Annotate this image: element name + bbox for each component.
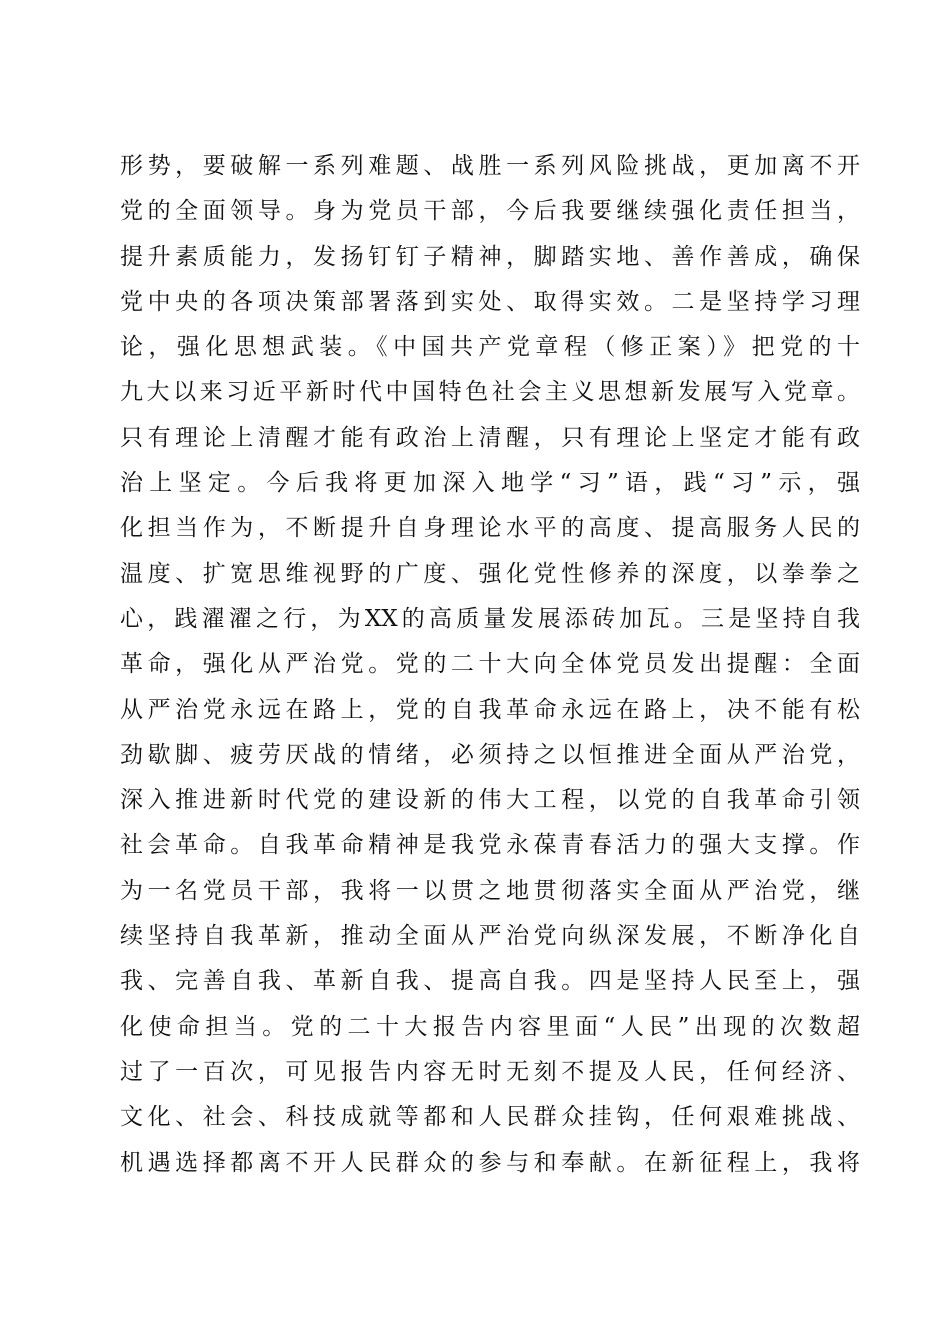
text-line: 过了一百次，可见报告内容无时无刻不提及人民，任何经济、 <box>120 1058 860 1085</box>
text-line: 深入推进新时代党的建设新的伟大工程，以党的自我革命引领 <box>120 787 860 814</box>
text-line: 从严治党永远在路上，党的自我革命永远在路上，决不能有松 <box>120 696 860 723</box>
text-line: 温度、扩宽思维视野的广度、强化党性修养的深度，以拳拳之 <box>120 560 860 587</box>
text-line: 九大以来习近平新时代中国特色社会主义思想新发展写入党章。 <box>120 379 860 406</box>
body-text <box>120 144 860 1186</box>
text-line: 机遇选择都离不开人民群众的参与和奉献。在新征程上，我将 <box>120 1149 860 1176</box>
text-line: 续坚持自我革新，推动全面从严治党向纵深发展，不断净化自 <box>120 923 860 950</box>
text-line: 党的全面领导。身为党员干部，今后我要继续强化责任担当， <box>120 198 860 225</box>
text-line: 只有理论上清醒才能有政治上清醒，只有理论上坚定才能有政 <box>120 424 860 451</box>
text-line: 党中央的各项决策部署落到实处、取得实效。二是坚持学习理 <box>120 288 860 315</box>
text-line: 化担当作为，不断提升自身理论水平的高度、提高服务人民的 <box>120 515 860 542</box>
text-line: 革命，强化从严治党。党的二十大向全体党员发出提醒：全面 <box>120 651 860 678</box>
text-line: 化使命担当。党的二十大报告内容里面“人民”出现的次数超 <box>120 1013 860 1040</box>
text-line: 心，践濯濯之行，为XX的高质量发展添砖加瓦。三是坚持自我 <box>120 605 860 632</box>
text-line: 治上坚定。今后我将更加深入地学“习”语，践“习”示，强 <box>120 470 860 497</box>
text-line: 文化、社会、科技成就等都和人民群众挂钩，任何艰难挑战、 <box>120 1104 860 1131</box>
text-line: 社会革命。自我革命精神是我党永葆青春活力的强大支撑。作 <box>120 832 860 859</box>
text-line: 我、完善自我、革新自我、提高自我。四是坚持人民至上，强 <box>120 968 860 995</box>
text-line: 劲歇脚、疲劳厌战的情绪，必须持之以恒推进全面从严治党， <box>120 741 860 768</box>
text-line: 形势，要破解一系列难题、战胜一系列风险挑战，更加离不开 <box>120 153 860 179</box>
text-line: 为一名党员干部，我将一以贯之地贯彻落实全面从严治党，继 <box>120 877 860 904</box>
text-line: 论，强化思想武装。《中国共产党章程（修正案）》把党的十 <box>120 334 860 361</box>
text-line: 提升素质能力，发扬钉钉子精神，脚踏实地、善作善成，确保 <box>120 243 860 270</box>
